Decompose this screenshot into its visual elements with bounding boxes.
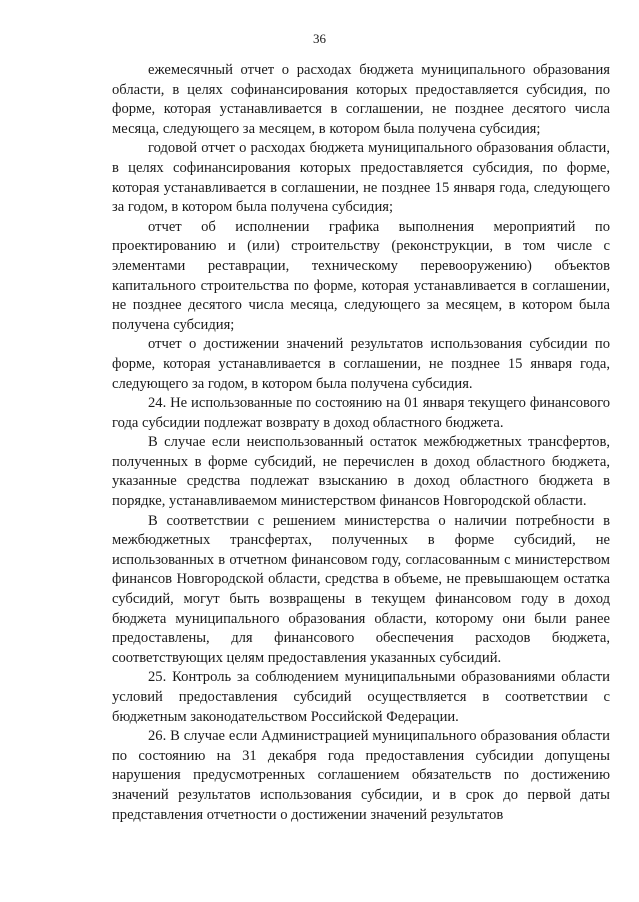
paragraph-clause-24: 24. Не использованные по состоянию на 01 января текущего финансового года субсидии подлежат возврату в доход областного бюджета. <box>112 395 610 431</box>
paragraph-unused-balance: В случае если неиспользованный остаток межбюджетных трансфертов, полученных в форме субсидий, не перечислен в доход областного бюджета, указанные средства подлежат взысканию в доход областного бюджета в порядке, устанавливаемом министерством финансов Новгородской области. <box>112 434 610 510</box>
paragraph-monthly-report: ежемесячный отчет о расходах бюджета муниципального образования области, в целях софинансирования которых предоставляется субсидия, по форме, которая устанавливается в соглашении, не позднее десятого числа месяца, следующего за месяцем, в котором была получена субсидия; <box>112 62 610 137</box>
page-number: 36 <box>313 31 326 46</box>
paragraph-schedule-report: отчет об исполнении графика выполнения мероприятий по проектированию и (или) строительству (реконструкции, в том числе с элементами реставрации, техническому перевооружению) объектов капитального строительства по форме, которая устанавливается в соглашении, не позднее десятого числа месяца, следующего за месяцем, в котором была получена субсидия; <box>112 218 610 333</box>
document-body <box>112 61 610 825</box>
paragraph-clause-25: 25. Контроль за соблюдением муниципальными образованиями области условий предоставления субсидий осуществляется в соответствии с бюджетным законодательством Российской Федерации. <box>112 669 610 725</box>
paragraph-annual-report: годовой отчет о расходах бюджета муниципального образования области, в целях софинансирования которых предоставляется субсидия, по форме, которая устанавливается в соглашении, не позднее 15 января года, следующего за годом, в котором была получена субсидия; <box>112 140 610 216</box>
paragraph-results-report: отчет о достижении значений результатов использования субсидии по форме, которая устанавливается в соглашении, не позднее 15 января года, следующего за годом, в котором была получена субсидия. <box>112 336 610 392</box>
paragraph-return-funds: В соответствии с решением министерства о наличии потребности в межбюджетных трансфертах, полученных в форме субсидий, не использованных в отчетном финансовом году, согласованным с министерством финансов Новгородской области, средства в объеме, не превышающем остатка субсидий, могут быть возвращены в текущем финансовом году в доход бюджета муниципального образования области, которому они были ранее предоставлены, для финансового обеспечения расходов бюджета, соответствующих целям предоставления указанных субсидий. <box>112 512 610 666</box>
paragraph-clause-26: 26. В случае если Администрацией муниципального образования области по состоянию на 31 декабря года предоставления субсидии допущены нарушения предусмотренных соглашением обязательств по достижению значений результатов использования субсидии, и в срок до первой даты представления отчетности о достижении значений результатов <box>112 728 610 823</box>
